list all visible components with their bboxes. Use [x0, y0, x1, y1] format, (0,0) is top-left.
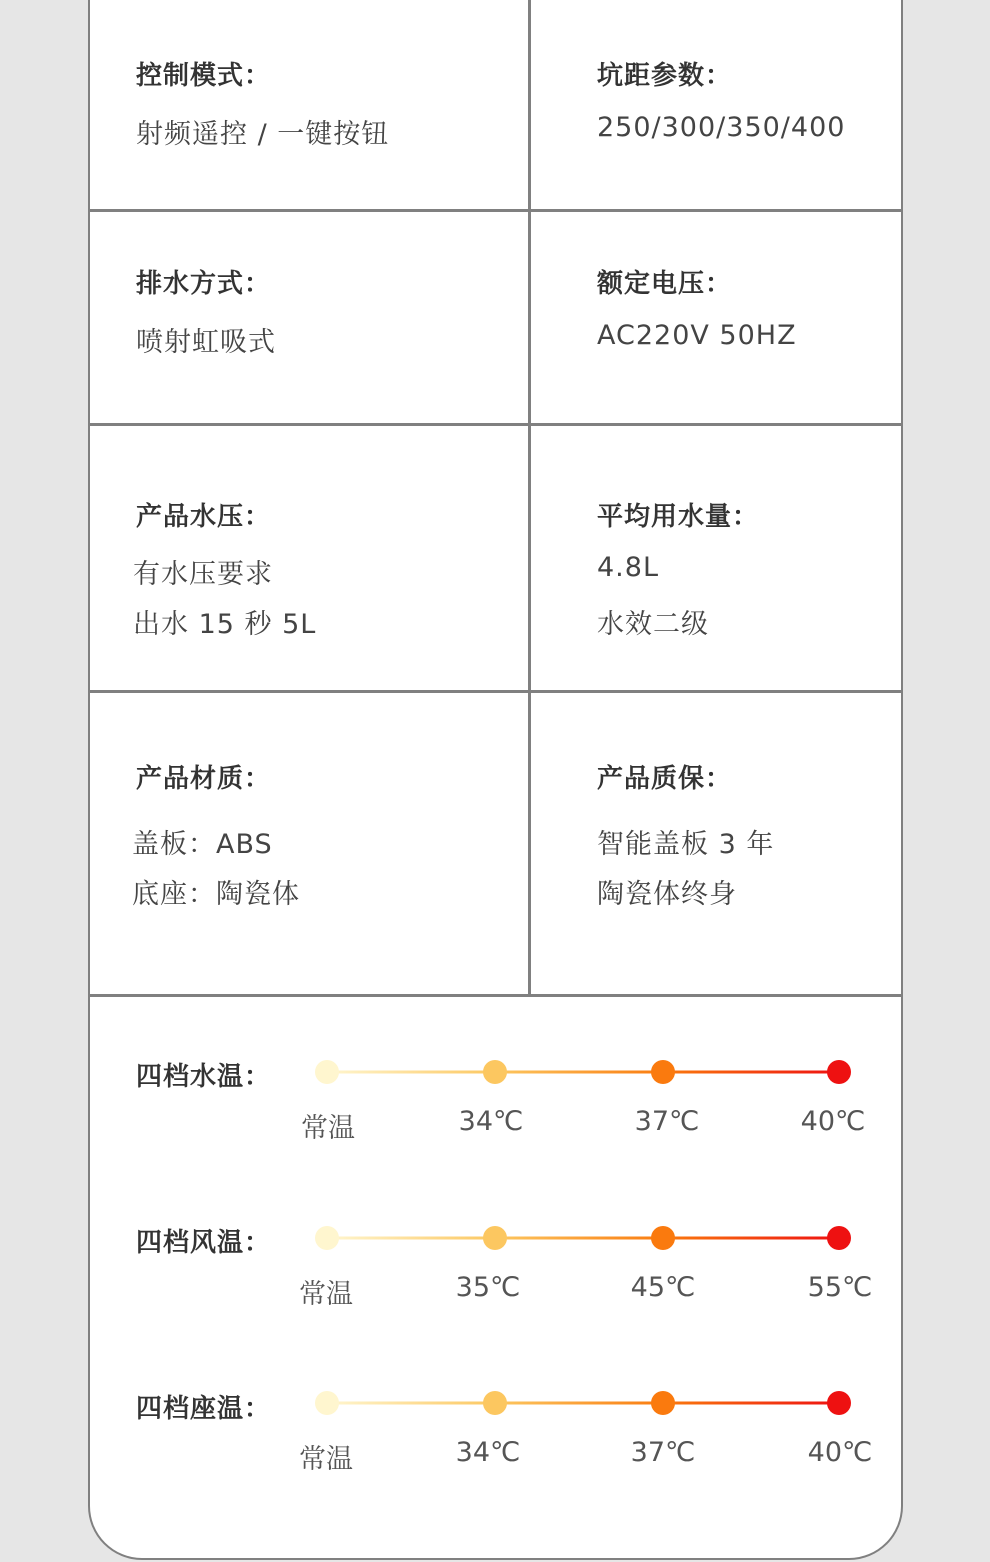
temp-level-label: 34℃: [458, 1106, 524, 1137]
spec-value-rated-voltage: AC220V 50HZ: [597, 320, 797, 351]
temp-level-label: 常温: [299, 1444, 353, 1475]
temp-label-air: 四档风温：: [136, 1228, 272, 1258]
spec-value-warranty-1: 智能盖板 3 年: [597, 829, 775, 860]
temp-scale-line: [327, 1071, 839, 1074]
temp-label-seat: 四档座温：: [136, 1394, 272, 1424]
temp-level-dot: [827, 1391, 851, 1415]
spec-title-water-pressure: 产品水压：: [136, 502, 272, 532]
temp-level-dot: [315, 1391, 339, 1415]
spec-value-avg-water-2: 水效二级: [597, 609, 709, 640]
spec-value-control-mode: 射频遥控 / 一键按钮: [136, 119, 390, 150]
temp-level-label: 34℃: [455, 1437, 521, 1468]
temp-level-label: 40℃: [800, 1106, 866, 1137]
spec-value-pit-distance: 250/300/350/400: [597, 112, 846, 143]
spec-title-rated-voltage: 额定电压：: [597, 269, 733, 299]
temp-level-label: 37℃: [634, 1106, 700, 1137]
temp-label-water: 四档水温：: [136, 1062, 272, 1092]
spec-title-pit-distance: 坑距参数：: [597, 61, 733, 91]
spec-value-material-2: 底座：陶瓷体: [132, 879, 300, 910]
temp-level-dot: [651, 1226, 675, 1250]
spec-title-control-mode: 控制模式：: [136, 61, 272, 91]
spec-title-avg-water: 平均用水量：: [597, 502, 760, 532]
temp-level-dot: [651, 1060, 675, 1084]
temp-level-dot: [483, 1391, 507, 1415]
temp-scale-line: [327, 1237, 839, 1240]
spec-value-warranty-2: 陶瓷体终身: [597, 879, 737, 910]
temp-scales: [90, 0, 901, 1560]
temp-scale-line: [327, 1402, 839, 1405]
temp-level-dot: [483, 1226, 507, 1250]
temp-level-label: 45℃: [630, 1272, 696, 1303]
spec-value-water-pressure-2: 出水 15 秒 5L: [133, 609, 317, 640]
spec-title-warranty: 产品质保：: [597, 764, 733, 794]
spec-value-material-1: 盖板：ABS: [132, 829, 273, 860]
temp-level-label: 35℃: [455, 1272, 521, 1303]
temp-level-label: 40℃: [807, 1437, 873, 1468]
temp-level-dot: [483, 1060, 507, 1084]
temp-level-dot: [651, 1391, 675, 1415]
temp-level-label: 37℃: [630, 1437, 696, 1468]
spec-value-avg-water-1: 4.8L: [597, 552, 659, 583]
spec-value-water-pressure-1: 有水压要求: [133, 559, 273, 590]
spec-value-drain-method: 喷射虹吸式: [136, 327, 276, 358]
temp-level-dot: [827, 1226, 851, 1250]
temp-level-label: 55℃: [807, 1272, 873, 1303]
temp-level-label: 常温: [299, 1279, 353, 1310]
temp-level-label: 常温: [301, 1113, 355, 1144]
temp-level-dot: [827, 1060, 851, 1084]
spec-card: [88, 0, 903, 1560]
spec-title-material: 产品材质：: [136, 764, 272, 794]
spec-title-drain-method: 排水方式：: [136, 269, 272, 299]
temp-level-dot: [315, 1060, 339, 1084]
temp-level-dot: [315, 1226, 339, 1250]
